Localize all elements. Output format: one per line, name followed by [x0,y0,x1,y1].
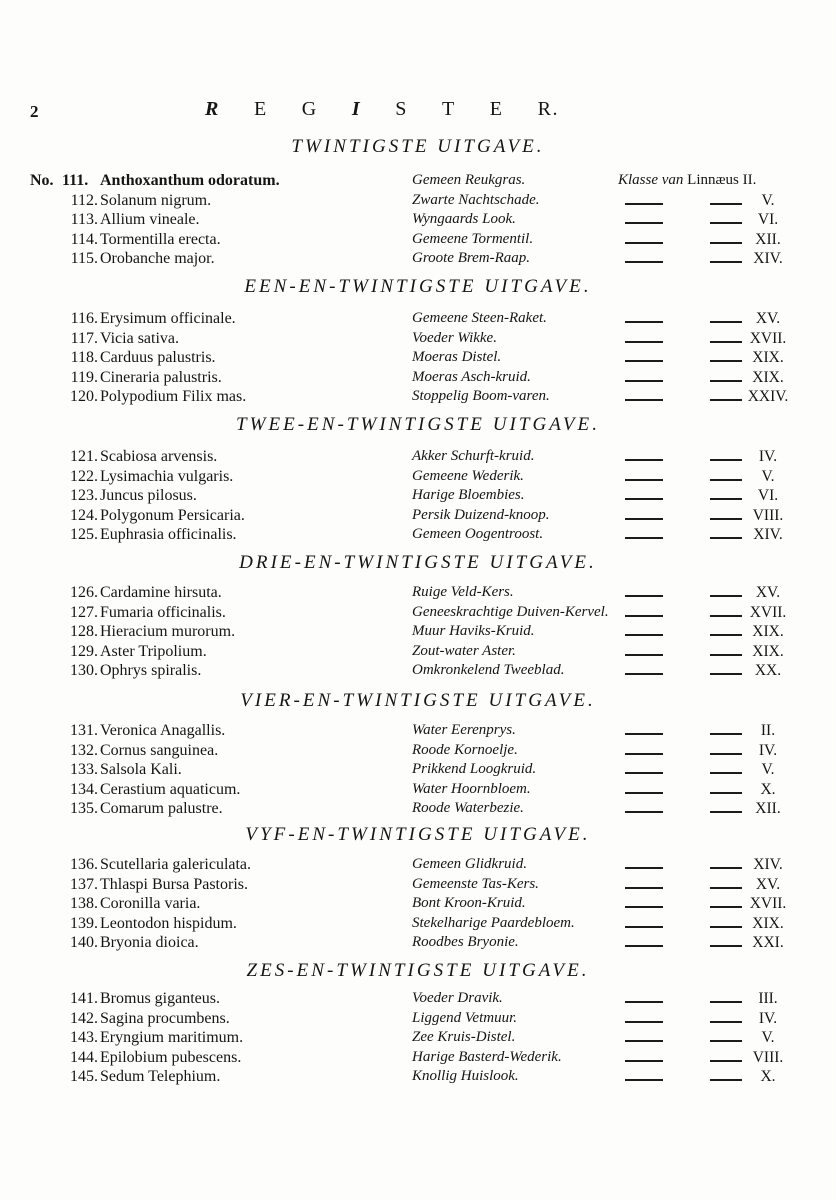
leader-dash [710,459,742,461]
leader-dash [710,479,742,481]
register-entry [40,507,800,526]
leader-dash [625,261,663,263]
dutch-name: Roodbes Bryonie. [412,934,519,950]
leader-dash [625,459,663,461]
register-entry [40,211,800,230]
running-title-letter: I [351,98,362,120]
dutch-name: Groote Brem-Raap. [412,250,531,266]
latin-name: Cornus sanguinea. [100,741,219,759]
dutch-name: Roode Waterbezie. [412,800,524,816]
section-title: VYF-EN-TWINTIGSTE UITGAVE. [245,824,591,845]
entry-number: 130. [70,662,98,679]
latin-name: Epilobium pubescens. [100,1048,242,1066]
entry-number: 113. [70,211,98,228]
entry-number: 112. [70,191,98,209]
latin-name: Coronilla varia. [100,895,201,912]
linnaeus-class: XIX. [752,368,784,386]
leader-dash [625,906,663,908]
dutch-name: Gemeene Tormentil. [412,230,534,247]
entry-number: 143. [70,1029,98,1046]
register-entry [40,1010,800,1029]
dutch-name: Gemeen Oogentroost. [412,526,544,542]
dutch-name: Roode Kornoelje. [412,741,518,758]
leader-dash [625,772,663,774]
register-entry [40,800,800,819]
leader-dash [710,222,742,224]
linnaeus-class: XV. [755,584,781,601]
linnaeus-class: VI. [757,487,779,504]
leader-dash [710,733,742,735]
linnaeus-class: XIV. [753,526,783,543]
linnaeus-class: XIX. [752,914,784,932]
latin-name: Scutellaria galericulata. [100,856,252,873]
linnaeus-class: XVII. [749,603,787,621]
dutch-name: Ruige Veld-Kers. [412,584,514,600]
entry-number: 139. [70,914,98,932]
register-entry [40,584,800,603]
leader-dash [625,811,663,813]
leader-dash [710,242,742,244]
register-entry [40,369,800,388]
register-entry [40,781,800,800]
leader-dash [625,733,663,735]
latin-name: Allium vineale. [100,211,200,228]
leader-dash [710,1079,742,1081]
leader-dash [710,811,742,813]
entry-number: 114. [70,230,98,248]
entry-number: 131. [70,722,98,739]
dutch-name: Muur Haviks-Kruid. [412,623,535,639]
register-entry [40,604,800,623]
running-title-letter: G [301,98,318,120]
linnaeus-label: Linnæus II. [687,172,757,188]
entry-number: 117. [70,329,98,347]
latin-name: Polypodium Filix mas. [100,388,247,405]
leader-dash [625,792,663,794]
entry-number: 128. [70,623,98,640]
leader-dash [710,654,742,656]
linnaeus-class: XII. [755,230,781,248]
leader-dash [625,945,663,947]
register-entry [40,662,800,681]
latin-name: Anthoxanthum odoratum. [100,172,280,189]
latin-name: Cerastium aquaticum. [100,780,241,798]
linnaeus-class: V. [761,467,775,485]
latin-name: Comarum palustre. [100,800,223,817]
leader-dash [625,1079,663,1081]
register-entry [40,1068,800,1087]
leader-dash [625,654,663,656]
latin-name: Fumaria officinalis. [100,603,226,621]
leader-dash [710,615,742,617]
register-entry [40,1029,800,1048]
dutch-name: Water Hoornbloem. [412,780,531,797]
dutch-name: Gemeene Wederik. [412,467,524,484]
entry-number: 133. [70,761,98,778]
section-title: DRIE-EN-TWINTIGSTE UITGAVE. [239,552,597,573]
leader-dash [710,673,742,675]
linnaeus-class: XIX. [752,642,784,660]
dutch-name: Liggend Vetmuur. [412,1009,517,1026]
leader-dash [710,203,742,205]
leader-dash [710,1001,742,1003]
klasse-label: Klasse van [618,172,684,188]
leader-dash [710,1040,742,1042]
entry-number: 134. [70,780,98,798]
leader-dash [710,906,742,908]
latin-name: Bryonia dioica. [100,934,199,951]
page-number: 2 [30,102,39,121]
entry-number: 140. [70,934,98,951]
linnaeus-class: XX. [754,662,782,679]
entry-number: 144. [70,1048,98,1066]
dutch-name: Gemeen Glidkruid. [412,856,527,872]
leader-dash [625,360,663,362]
register-entry [40,231,800,250]
linnaeus-class: II. [760,722,776,739]
dutch-name: Voeder Wikke. [412,329,497,346]
leader-dash [625,753,663,755]
latin-name: Vicia sativa. [100,329,180,347]
dutch-name: Zee Kruis-Distel. [412,1029,516,1045]
latin-name: Juncus pilosus. [100,487,197,504]
leader-dash [625,479,663,481]
leader-dash [625,673,663,675]
leader-dash [710,1021,742,1023]
linnaeus-class: III. [758,990,778,1007]
linnaeus-class: XV. [755,875,781,893]
leader-dash [625,341,663,343]
leader-dash [710,518,742,520]
leader-dash [710,380,742,382]
entry-number: 145. [70,1068,98,1085]
latin-name: Sagina procumbens. [100,1009,230,1027]
dutch-name: Gemeen Reukgras. [412,172,526,188]
section-title: TWEE-EN-TWINTIGSTE UITGAVE. [235,414,600,435]
register-entry [40,722,800,741]
dutch-name: Gemeene Steen-Raket. [412,310,547,326]
linnaeus-class: IV. [758,448,778,465]
section-title: ZES-EN-TWINTIGSTE UITGAVE. [246,960,590,981]
section-title: VIER-EN-TWINTIGSTE UITGAVE. [240,690,596,711]
leader-dash [625,399,663,401]
linnaeus-class: VIII. [752,506,784,524]
entry-number: 141. [70,990,98,1007]
entry-number: 123. [70,487,98,504]
linnaeus-class: V. [761,191,775,209]
linnaeus-class: XIV. [753,856,783,873]
linnaeus-class: XXIV. [747,388,789,405]
linnaeus-class: IV. [758,741,778,759]
register-entry [40,192,800,211]
column-header-number: No. [30,172,54,189]
leader-dash [710,926,742,928]
leader-dash [710,887,742,889]
leader-dash [625,242,663,244]
leader-dash [625,615,663,617]
entry-number: 121. [70,448,98,465]
register-entry [72,172,832,191]
register-entry [40,934,800,953]
linnaeus-class: XII. [755,800,781,817]
running-title-letter: R [205,98,220,120]
latin-name: Cineraria palustris. [100,368,222,386]
leader-dash [710,321,742,323]
leader-dash [625,867,663,869]
register-entry [40,526,800,545]
register-entry [40,349,800,368]
entry-number: 120. [70,388,98,405]
leader-dash [625,537,663,539]
running-title-letter: T [441,98,456,120]
leader-dash [625,1060,663,1062]
dutch-name: Wyngaards Look. [412,211,516,227]
latin-name: Euphrasia officinalis. [100,526,237,543]
entry-number: 118. [70,349,98,366]
linnaeus-class: VIII. [752,1048,784,1066]
leader-dash [625,634,663,636]
entry-number: 125. [70,526,98,543]
dutch-name: Harige Basterd-Wederik. [412,1048,562,1065]
entry-number: 115. [70,250,98,267]
linnaeus-class: XIV. [753,250,783,267]
leader-dash [625,595,663,597]
latin-name: Eryngium maritimum. [100,1029,244,1046]
register-entry [40,250,800,269]
entry-number: 127. [70,603,98,621]
leader-dash [625,321,663,323]
latin-name: Leontodon hispidum. [100,914,237,932]
linnaeus-class: V. [761,1029,775,1046]
entry-number: 126. [70,584,98,601]
linnaeus-class: IV. [758,1009,778,1027]
leader-dash [710,753,742,755]
entry-number: 111. [62,172,89,189]
leader-dash [710,360,742,362]
leader-dash [710,867,742,869]
dutch-name: Gemeenste Tas-Kers. [412,875,539,892]
latin-name: Aster Tripolium. [100,642,207,660]
dutch-name: Zout-water Aster. [412,642,516,659]
register-entry [40,330,800,349]
leader-dash [710,498,742,500]
leader-dash [710,399,742,401]
leader-dash [710,261,742,263]
latin-name: Hieracium murorum. [100,623,236,640]
leader-dash [625,222,663,224]
dutch-name: Zwarte Nachtschade. [412,191,540,208]
register-entry [40,742,800,761]
dutch-name: Harige Bloembies. [412,487,525,503]
latin-name: Thlaspi Bursa Pastoris. [100,875,248,893]
register-entry [40,643,800,662]
latin-name: Tormentilla erecta. [100,230,221,248]
latin-name: Veronica Anagallis. [100,722,226,739]
leader-dash [625,380,663,382]
latin-name: Solanum nigrum. [100,191,212,209]
leader-dash [710,537,742,539]
entry-number: 136. [70,856,98,873]
register-entry [40,468,800,487]
entry-number: 132. [70,741,98,759]
latin-name: Salsola Kali. [100,761,182,778]
register-entry [40,1049,800,1068]
leader-dash [710,792,742,794]
dutch-name: Omkronkelend Tweeblad. [412,662,565,678]
register-entry [40,310,800,329]
latin-name: Carduus palustris. [100,349,216,366]
leader-dash [625,1040,663,1042]
dutch-name: Bont Kroon-Kruid. [412,895,526,911]
latin-name: Polygonum Persicaria. [100,506,245,524]
register-entry [40,915,800,934]
leader-dash [625,498,663,500]
leader-dash [710,1060,742,1062]
dutch-name: Moeras Asch-kruid. [412,368,531,385]
linnaeus-class: XIX. [752,623,784,640]
linnaeus-class: XIX. [752,349,784,366]
running-title-letter: S [395,98,408,120]
latin-name: Sedum Telephium. [100,1068,221,1085]
leader-dash [625,1001,663,1003]
running-title [205,98,605,121]
register-entry [40,895,800,914]
leader-dash [625,518,663,520]
entry-number: 122. [70,467,98,485]
linnaeus-class: XVII. [749,895,787,912]
dutch-name: Water Eerenprys. [412,722,516,738]
leader-dash [710,772,742,774]
entry-number: 119. [70,368,98,386]
entry-number: 116. [70,310,98,327]
linnaeus-class: XXI. [752,934,784,951]
linnaeus-class: X. [760,780,776,798]
leader-dash [710,945,742,947]
dutch-name: Stoppelig Boom-varen. [412,388,550,404]
register-entry [40,876,800,895]
dutch-name: Akker Schurft-kruid. [412,448,535,464]
entry-number: 142. [70,1009,98,1027]
dutch-name: Stekelharige Paardebloem. [412,914,575,931]
entry-number: 129. [70,642,98,660]
section-title: EEN-EN-TWINTIGSTE UITGAVE. [244,276,592,297]
register-entry [40,623,800,642]
latin-name: Orobanche major. [100,250,215,267]
linnaeus-class: V. [761,761,775,778]
entry-number: 137. [70,875,98,893]
latin-name: Ophrys spiralis. [100,662,202,679]
leader-dash [710,341,742,343]
dutch-name: Prikkend Loogkruid. [412,761,537,777]
latin-name: Cardamine hirsuta. [100,584,222,601]
register-entry [40,990,800,1009]
entry-number: 135. [70,800,98,817]
leader-dash [710,595,742,597]
entry-number: 138. [70,895,98,912]
register-entry [40,388,800,407]
linnaeus-class: XV. [755,310,781,327]
dutch-name: Knollig Huislook. [412,1068,519,1084]
linnaeus-class: X. [760,1068,776,1085]
register-entry [40,448,800,467]
leader-dash [625,926,663,928]
dutch-name: Persik Duizend-knoop. [412,506,550,523]
linnaeus-class: VI. [757,211,779,228]
dutch-name: Moeras Distel. [412,349,502,365]
leader-dash [625,887,663,889]
register-entry [40,761,800,780]
dutch-name: Voeder Dravik. [412,990,503,1006]
register-entry [40,856,800,875]
running-title-letter: E [489,98,504,120]
register-entry [40,487,800,506]
running-title-letter: R. [537,98,560,120]
latin-name: Lysimachia vulgaris. [100,467,234,485]
latin-name: Scabiosa arvensis. [100,448,218,465]
latin-name: Bromus giganteus. [100,990,220,1007]
running-title-letter: E [253,98,268,120]
section-title: TWINTIGSTE UITGAVE. [291,136,545,157]
leader-dash [625,1021,663,1023]
dutch-name: Geneeskrachtige Duiven-Kervel. [412,603,609,620]
entry-number: 124. [70,506,98,524]
linnaeus-class: XVII. [749,329,787,347]
leader-dash [710,634,742,636]
latin-name: Erysimum officinale. [100,310,236,327]
leader-dash [625,203,663,205]
